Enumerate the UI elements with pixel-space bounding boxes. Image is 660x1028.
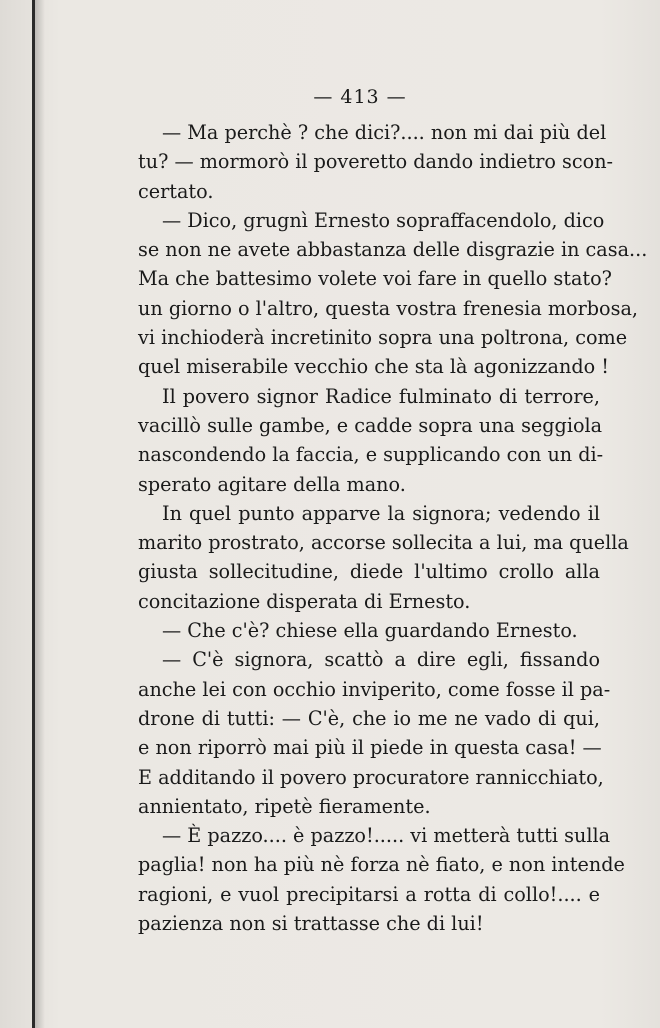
text-line: concitazione disperata di Ernesto. bbox=[138, 589, 471, 613]
text-line: — Dico, grugnì Ernesto sopraffacendolo, dico bbox=[162, 208, 605, 232]
text-line: ragioni, e vuol precipitarsi a rotta di collo!.... e bbox=[138, 882, 600, 906]
text-line: marito prostrato, accorse sollecita a lui, ma quella bbox=[138, 531, 629, 555]
body-text bbox=[138, 118, 648, 938]
text-line: In quel punto apparve la signora; vedendo il bbox=[162, 501, 600, 525]
text-line: un giorno o l'altro, questa vostra frenesia morbosa, bbox=[138, 296, 638, 320]
text-line: — È pazzo.... è pazzo!..... vi metterà tutti sulla bbox=[162, 824, 611, 848]
text-line: Il povero signor Radice fulminato di terrore, bbox=[162, 384, 600, 408]
text-line: quel miserabile vecchio che sta là agonizzando ! bbox=[138, 355, 609, 379]
text-line: certato. bbox=[138, 179, 214, 203]
text-line: tu? — mormorò il poveretto dando indietro scon- bbox=[138, 150, 614, 174]
text-line: E additando il povero procuratore rannicchiato, bbox=[138, 765, 604, 789]
text-line: e non riporrò mai più il piede in questa casa! — bbox=[138, 736, 602, 760]
text-line: — Che c'è? chiese ella guardando Ernesto. bbox=[162, 619, 578, 643]
text-line: vacillò sulle gambe, e cadde sopra una seggiola bbox=[138, 413, 603, 437]
text-line: — C'è signora, scattò a dire egli, fissando bbox=[162, 648, 600, 672]
text-line: giusta sollecitudine, diede l'ultimo crollo alla bbox=[138, 560, 600, 584]
text-line: Ma che battesimo volete voi fare in quello stato? bbox=[138, 267, 612, 291]
spine-shadow bbox=[35, 0, 45, 1028]
text-line: anche lei con occhio inviperito, come fosse il pa- bbox=[138, 677, 611, 701]
text-line: drone di tutti: — C'è, che io me ne vado di qui, bbox=[138, 706, 600, 730]
text-line: — Ma perchè ? che dici?.... non mi dai più del bbox=[162, 121, 607, 144]
text-line: se non ne avete abbastanza delle disgrazie in casa... bbox=[138, 238, 648, 262]
text-line: vi inchioderà incretinito sopra una poltrona, come bbox=[138, 326, 628, 350]
text-line: pazienza non si trattasse che di lui! bbox=[138, 912, 484, 936]
page-number: — 413 — bbox=[313, 86, 407, 108]
text-line: sperato agitare della mano. bbox=[138, 472, 406, 496]
text-line: nascondendo la faccia, e supplicando con un di- bbox=[138, 443, 604, 467]
text-line: paglia! non ha più nè forza nè fiato, e non intende bbox=[138, 853, 625, 877]
text-line: annientato, ripetè fieramente. bbox=[138, 794, 431, 818]
